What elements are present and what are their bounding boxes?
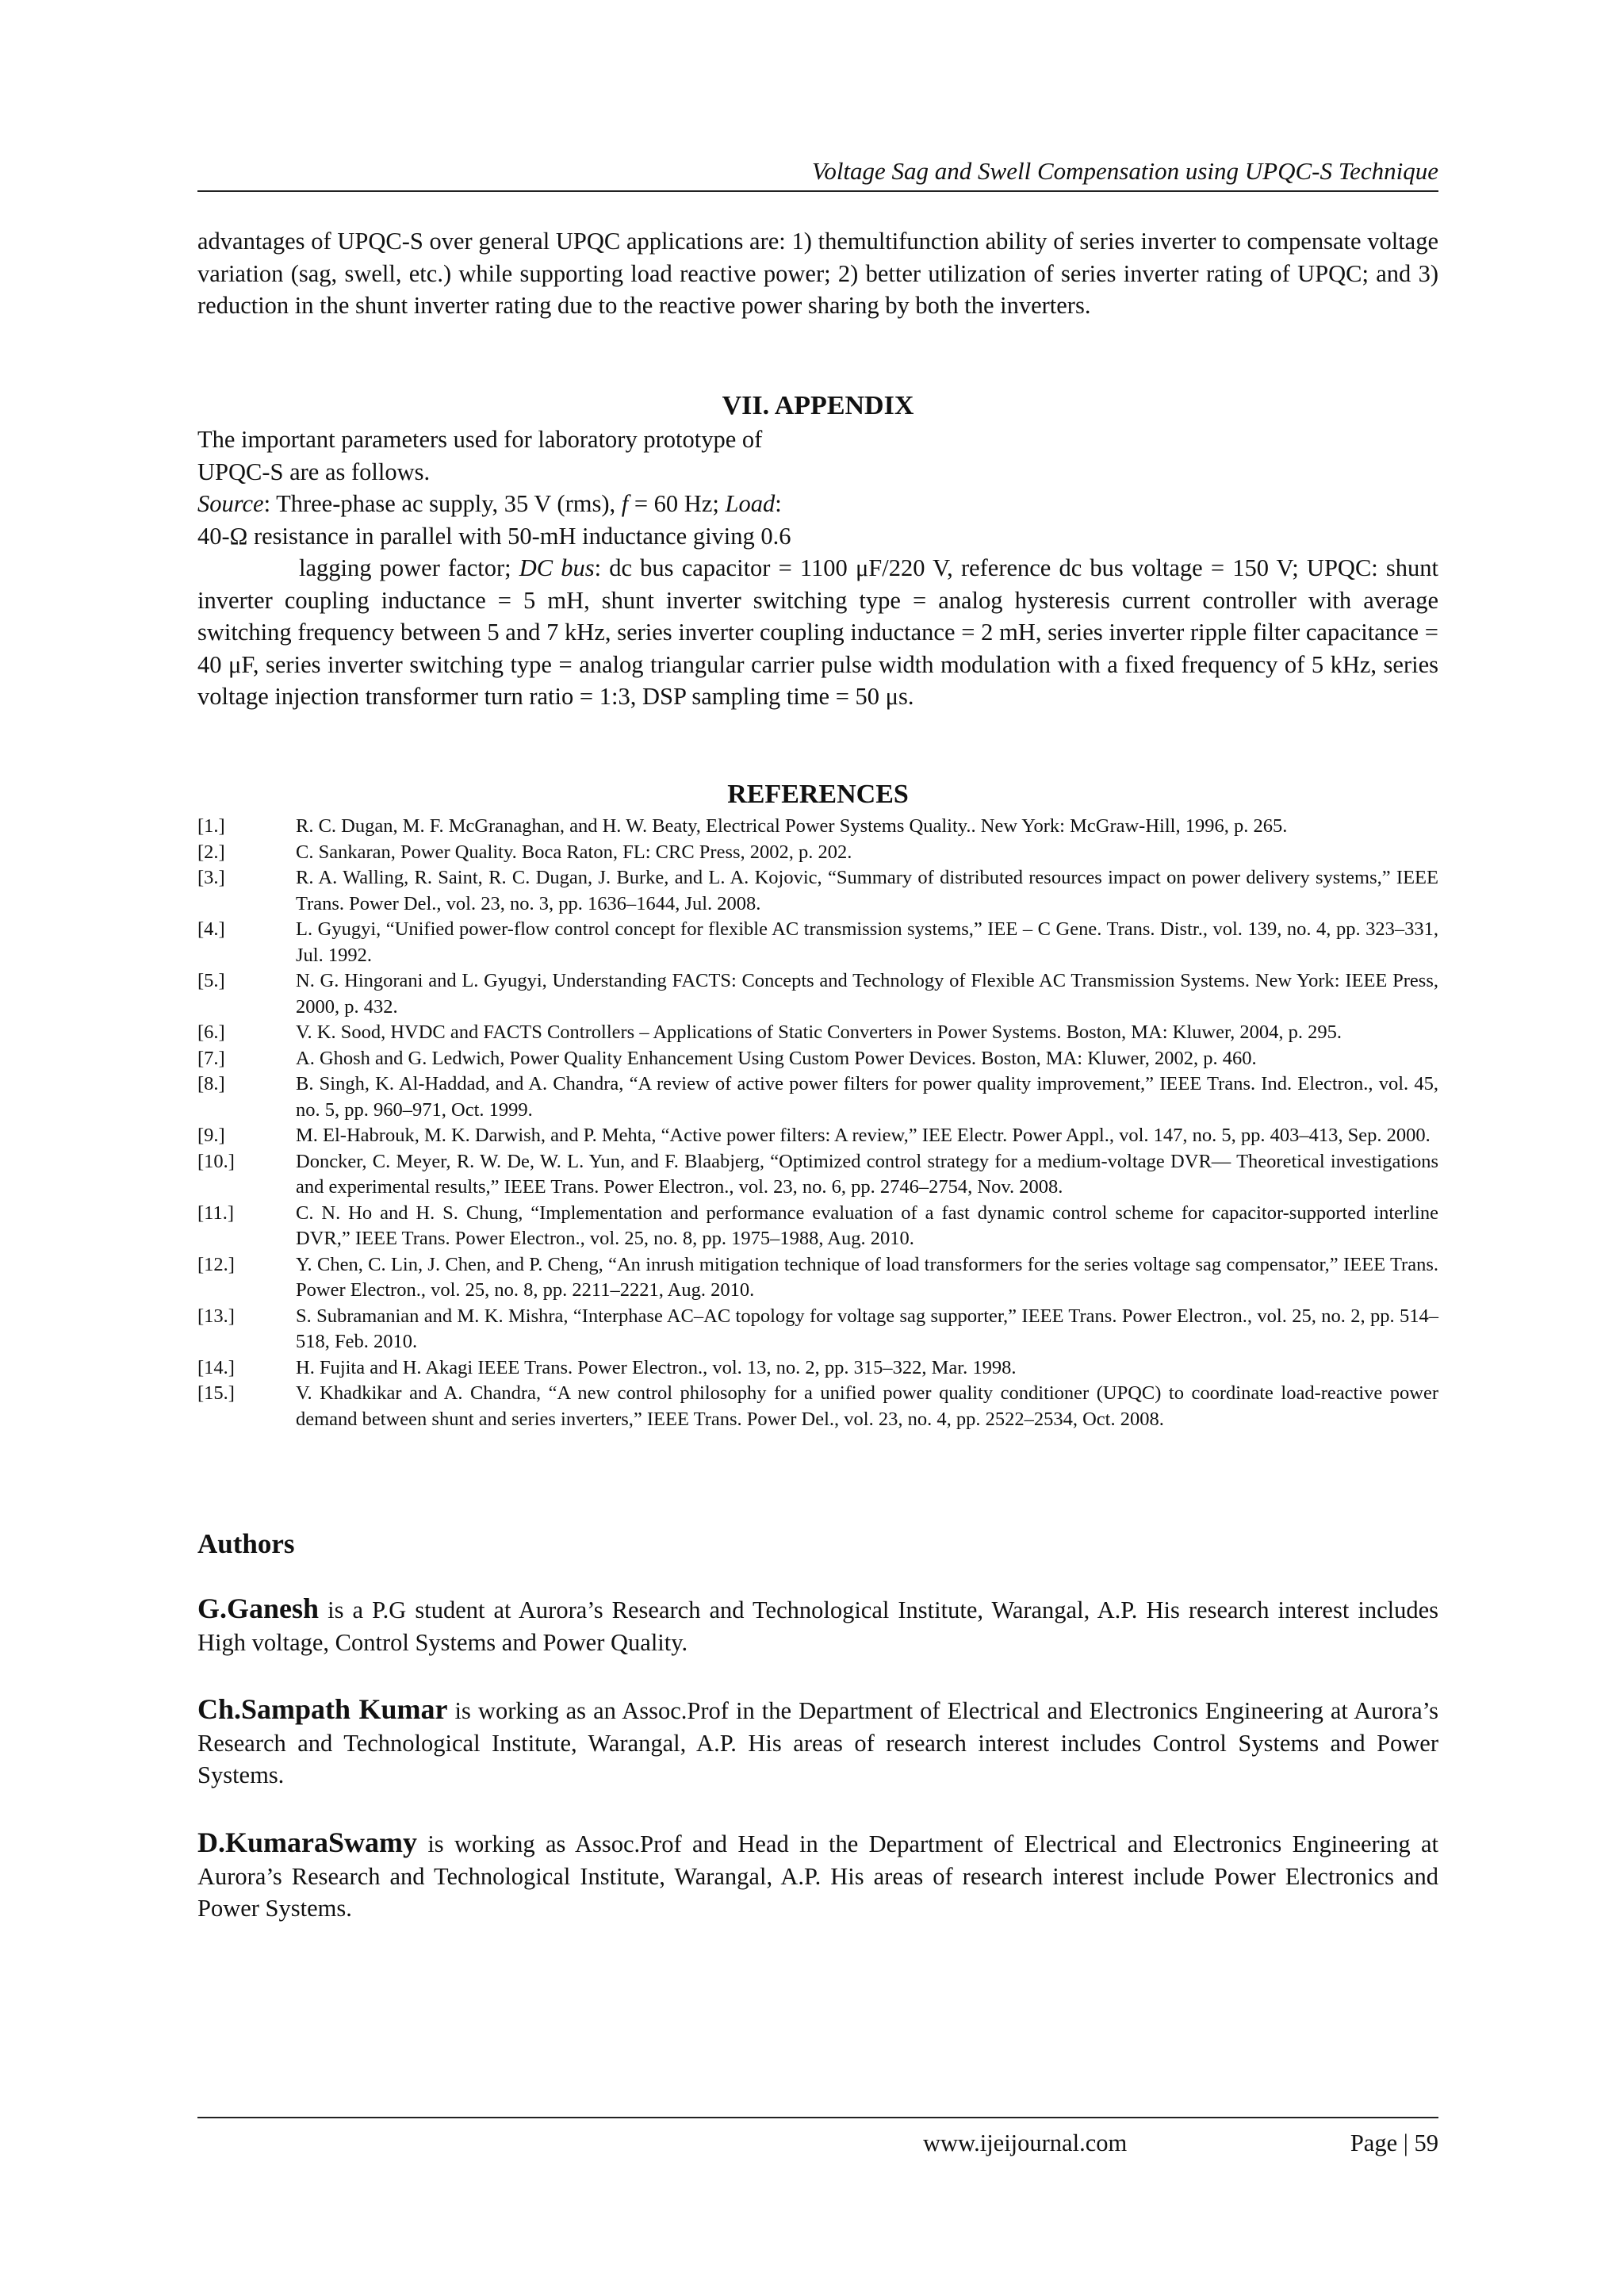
- reference-text: R. A. Walling, R. Saint, R. C. Dugan, J. Burke, and L. A. Kojovic, “Summary of distributed resources impact on power delivery systems,” IEEE Trans. Power Del., vol. 23, no. 3, pp. 1636–1644, Jul. 2008.: [296, 867, 1438, 914]
- appendix-heading: VII. APPENDIX: [722, 391, 914, 420]
- intro-paragraph: advantages of UPQC-S over general UPQC applications are: 1) themultifunction ability of series inverter to compensate voltage variation (sag, swell, etc.) while supporting load reactive power; 2) better utilization of series inverter rating of UPQC; and 3) reduction in the shunt inverter rating due to the reactive power sharing by both the inverters.: [197, 228, 1438, 319]
- author-bio: [197, 1593, 1438, 1658]
- author-bio: [197, 1826, 1438, 1925]
- author-bio: [197, 1693, 1438, 1792]
- reference-number: [2.]: [197, 841, 225, 863]
- reference-text: C. N. Ho and H. S. Chung, “Implementation and performance evaluation of a fast dynamic control scheme for capacitor-supported interline DVR,” IEEE Trans. Power Electron., vol. 25, no. 8, pp. 1975–1988, Aug. 2010.: [296, 1202, 1438, 1249]
- reference-item: [197, 1381, 1438, 1432]
- reference-text: N. G. Hingorani and L. Gyugyi, Understanding FACTS: Concepts and Technology of Flexible AC Transmission Systems. New York: IEEE Press, 2000, p. 432.: [296, 970, 1438, 1018]
- footer-journal-url[interactable]: www.ijeijournal.com: [923, 2129, 1128, 2156]
- appendix-para-b: : dc bus capacitor = 1100 μF/220 V, reference dc bus voltage = 150 V; UPQC: shunt inverter coupling inductance = 5 mH, shunt inverter switching type = analog hysteresis current controller with average switching frequency between 5 and 7 kHz, series inverter coupling inductance = 2 mH, series inverter ripple filter capacitance = 40 μF, series inverter switching type = analog triangular carrier pulse width modulation with a fixed frequency of 5 kHz, series voltage injection transformer turn ratio = 1:3, DSP sampling time = 50 μs.: [197, 554, 1438, 710]
- dc-bus-label: DC bus: [519, 554, 595, 581]
- reference-number: [11.]: [197, 1202, 235, 1224]
- reference-item: [197, 865, 1438, 917]
- reference-item: [197, 1355, 1438, 1382]
- reference-number: [7.]: [197, 1047, 225, 1069]
- source-label: Source: [197, 490, 264, 517]
- appendix-body: [197, 424, 1438, 713]
- reference-item: [197, 814, 1438, 840]
- authors-heading: Authors: [197, 1528, 295, 1559]
- reference-text: H. Fujita and H. Akagi IEEE Trans. Power Electron., vol. 13, no. 2, pp. 315–322, Mar. 1998.: [296, 1356, 1017, 1378]
- reference-text: M. El-Habrouk, M. K. Darwish, and P. Mehta, “Active power filters: A review,” IEE Electr. Power Appl., vol. 147, no. 5, pp. 403–413, Sep. 2000.: [296, 1125, 1431, 1146]
- reference-text: S. Subramanian and M. K. Mishra, “Interphase AC–AC topology for voltage sag supporter,” IEEE Trans. Power Electron., vol. 25, no. 2, pp. 514–518, Feb. 2010.: [296, 1305, 1438, 1352]
- reference-text: Y. Chen, C. Lin, J. Chen, and P. Cheng, “An inrush mitigation technique of load transformers for the series voltage sag compensator,” IEEE Trans. Power Electron., vol. 25, no. 8, pp. 2211–2221, Aug. 2010.: [296, 1253, 1438, 1301]
- reference-item: [197, 1020, 1438, 1046]
- frequency-symbol: f: [621, 490, 629, 517]
- appendix-parameters-paragraph: [197, 552, 1438, 713]
- references-heading: REFERENCES: [727, 780, 909, 809]
- reference-number: [10.]: [197, 1150, 235, 1172]
- author-description: is working as an Assoc.Prof in the Department of Electrical and Electronics Engineering at Aurora’s Research and Technological Institute, Warangal, A.P. His areas of research interest includes Control Systems and Power Systems.: [197, 1697, 1438, 1788]
- reference-text: C. Sankaran, Power Quality. Boca Raton, FL: CRC Press, 2002, p. 202.: [296, 841, 852, 863]
- reference-number: [9.]: [197, 1125, 225, 1146]
- source-text-c: :: [775, 490, 782, 517]
- appendix-source-line: [197, 488, 1438, 520]
- reference-number: [3.]: [197, 867, 225, 888]
- author-name: D.KumaraSwamy: [197, 1826, 417, 1858]
- author-name: Ch.Sampath Kumar: [197, 1693, 448, 1725]
- header-divider: [197, 190, 1438, 192]
- reference-item: [197, 917, 1438, 968]
- appendix-load-line: 40-Ω resistance in parallel with 50-mH inductance giving 0.6: [197, 522, 791, 550]
- author-description: is working as Assoc.Prof and Head in the Department of Electrical and Electronics Engineering at Aurora’s Research and Technological Institute, Warangal, A.P. His areas of research interest include Power Electronics and Power Systems.: [197, 1830, 1438, 1922]
- reference-number: [6.]: [197, 1022, 225, 1043]
- running-header-title: Voltage Sag and Swell Compensation using UPQC-S Technique: [811, 157, 1438, 185]
- reference-text: B. Singh, K. Al-Haddad, and A. Chandra, “A review of active power filters for power quality improvement,” IEEE Trans. Ind. Electron., vol. 45, no. 5, pp. 960–971, Oct. 1999.: [296, 1073, 1438, 1121]
- reference-item: [197, 1304, 1438, 1355]
- reference-number: [8.]: [197, 1073, 225, 1094]
- reference-number: [12.]: [197, 1253, 235, 1275]
- appendix-line-1: The important parameters used for laboratory prototype of: [197, 426, 763, 453]
- reference-text: Doncker, C. Meyer, R. W. De, W. L. Yun, and F. Blaabjerg, “Optimized control strategy for a medium-voltage DVR— Theoretical investigations and experimental results,” IEEE Trans. Power Electron., vol. 23, no. 6, pp. 2746–2754, Nov. 2008.: [296, 1150, 1438, 1198]
- author-description: is a P.G student at Aurora’s Research and Technological Institute, Warangal, A.P. His research interest includes High voltage, Control Systems and Power Quality.: [197, 1596, 1438, 1656]
- reference-number: [1.]: [197, 815, 225, 837]
- reference-item: [197, 1071, 1438, 1123]
- reference-item: [197, 840, 1438, 866]
- source-text-b: = 60 Hz;: [628, 490, 726, 517]
- reference-item: [197, 968, 1438, 1020]
- reference-item: [197, 1252, 1438, 1304]
- reference-list: [197, 814, 1438, 1432]
- appendix-line-2: UPQC-S are as follows.: [197, 458, 431, 485]
- source-text-a: : Three-phase ac supply, 35 V (rms),: [263, 490, 622, 517]
- reference-text: V. K. Sood, HVDC and FACTS Controllers – Applications of Static Converters in Power Systems. Boston, MA: Kluwer, 2004, p. 295.: [296, 1022, 1342, 1043]
- load-label: Load: [725, 490, 776, 517]
- reference-text: R. C. Dugan, M. F. McGranaghan, and H. W. Beaty, Electrical Power Systems Quality.. New York: McGraw-Hill, 1996, p. 265.: [296, 815, 1288, 837]
- footer-page-number: Page | 59: [1350, 2129, 1438, 2156]
- footer-divider: [197, 2117, 1438, 2118]
- appendix-para-a: lagging power factor;: [299, 554, 519, 581]
- reference-item: [197, 1201, 1438, 1252]
- reference-text: V. Khadkikar and A. Chandra, “A new control philosophy for a unified power quality conditioner (UPQC) to coordinate load-reactive power demand between shunt and series inverters,” IEEE Trans. Power Del., vol. 23, no. 4, pp. 2522–2534, Oct. 2008.: [296, 1382, 1438, 1430]
- reference-item: [197, 1123, 1438, 1149]
- reference-number: [13.]: [197, 1305, 235, 1327]
- reference-number: [15.]: [197, 1382, 235, 1404]
- reference-item: [197, 1046, 1438, 1072]
- reference-number: [5.]: [197, 970, 225, 991]
- reference-item: [197, 1149, 1438, 1201]
- author-name: G.Ganesh: [197, 1593, 320, 1624]
- reference-number: [14.]: [197, 1356, 235, 1378]
- reference-text: A. Ghosh and G. Ledwich, Power Quality Enhancement Using Custom Power Devices. Boston, MA: Kluwer, 2002, p. 460.: [296, 1047, 1257, 1069]
- reference-number: [4.]: [197, 918, 225, 940]
- reference-text: L. Gyugyi, “Unified power-flow control concept for flexible AC transmission systems,” IEE – C Gene. Trans. Distr., vol. 139, no. 4, pp. 323–331, Jul. 1992.: [296, 918, 1438, 966]
